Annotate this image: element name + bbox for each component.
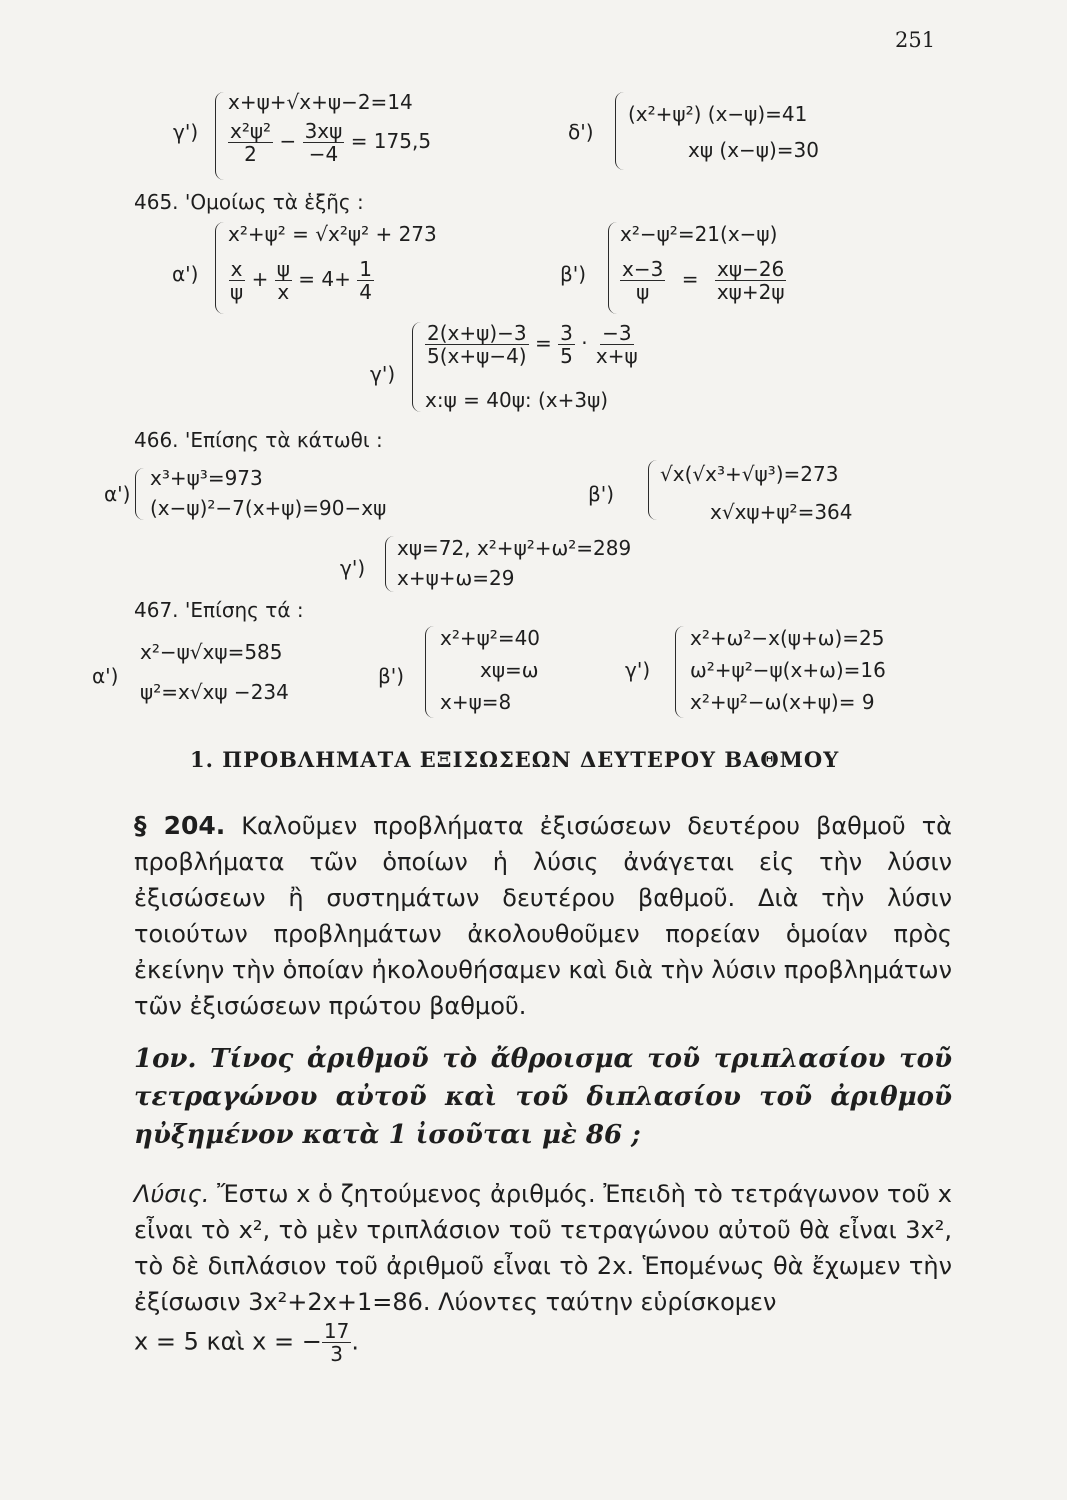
system-label: γ') [625,658,651,682]
system-label: α') [172,262,199,286]
brace-icon [215,92,224,180]
system-label: α') [104,482,131,506]
equation: x²+ψ²=40 [440,626,541,650]
system-label: α') [92,664,119,688]
brace-icon [425,626,434,718]
brace-icon [615,92,624,170]
paragraph-text: Καλοῦμεν προβλήματα ἐξισώσεων δευτέρου βαθμοῦ τὰ προβλήματα τῶν ὁποίων ἡ λύσις ἀνάγεται εἰς τὴν λύσιν ἐξισώσεων ἢ συστημάτων δευτέρου βαθμοῦ. Διὰ τὴν λύσιν τοιούτων προβλημάτων ἀκολουθοῦμεν πορείαν ὁμοίαν πρὸς ἐκείνην τὴν ὁποίαν ἠκολουθήσαμεν καὶ διὰ τὴν λύσιν προβλημάτων τῶν ἐξισώσεων πρώτου βαθμοῦ. [134,812,952,1020]
equation: x²+ψ²−ω(x+ψ)= 9 [690,690,875,714]
equation: x²−ψ√xψ=585 [140,640,283,664]
equation: √x(√x³+√ψ³)=273 [660,462,839,486]
equation: x:ψ = 40ψ: (x+3ψ) [425,388,609,412]
equation: x²−ψ²=21(x−ψ) [620,222,778,246]
equation: (x−ψ)²−7(x+ψ)=90−xψ [150,496,387,520]
equation: (x²+ψ²) (x−ψ)=41 [628,102,808,126]
system-label: γ') [370,362,396,386]
paragraph-marker: § 204. [134,811,226,840]
equation: $\frac{2(x+\psi)-3}{5(x+\psi-4)}$ = $\frac{3}{5}$ · $\frac{-3}{x+\psi}$ [427,321,638,368]
equation: ω²+ψ²−ψ(x+ω)=16 [690,658,886,682]
brace-icon [675,626,684,718]
equation: x+ψ+√x+ψ−2=14 [228,90,413,114]
equation: xψ=72, x²+ψ²+ω²=289 [397,536,632,560]
exercise-467-heading: 467. 'Επίσης τά : [134,598,304,622]
brace-icon [215,222,224,314]
brace-icon [608,222,617,314]
equation: x³+ψ³=973 [150,466,263,490]
system-label: β') [588,482,615,506]
system-label: γ') [340,556,366,580]
equation: $\frac{x}{\psi}$ + $\frac{\psi}{x}$ = 4+ $\frac{1}{4}$ [230,257,372,304]
solution-label: Λύσις. [134,1180,210,1208]
equation: x+ψ=8 [440,690,512,714]
equation: $\frac{x-3}{\psi}$ = $\frac{x\psi-26}{x\psi+2\psi}$ [622,257,785,304]
equation: $\frac{\text{x²ψ²}}{2}$ − $\frac{3x\psi}{-4}$ = 175,5 [230,119,432,166]
page-number: 251 [895,28,936,52]
system-label: γ') [173,120,199,144]
solution-final: x = 5 καὶ x = − $\frac{17}{3}$ . [134,1319,359,1366]
section-title: 1. ΠΡΟΒΛΗΜΑΤΑ ΕΞΙΣΩΣΕΩΝ ΔΕΥΤΕΡΟΥ ΒΑΘΜΟΥ [190,747,840,772]
equation: x²+ω²−x(ψ+ω)=25 [690,626,885,650]
solution-text: Ἔστω x ὁ ζητούμενος ἀριθμός. Ἐπειδὴ τὸ τετράγωνον τοῦ x εἶναι τὸ x², τὸ μὲν τριπλάσιον τοῦ τετραγώνου αὐτοῦ θὰ εἶναι 3x², τὸ δὲ διπλάσιον τοῦ ἀριθμοῦ εἶναι τὸ 2x. Ἑπομένως θὰ ἔχωμεν τὴν ἐξίσωσιν 3x²+2x+1=86. Λύοντες ταύτην εὑρίσκομεν [134,1180,952,1316]
paragraph-204 [134,808,952,1024]
equation: xψ=ω [480,658,539,682]
equation: x+ψ+ω=29 [397,566,515,590]
equation: xψ (x−ψ)=30 [688,138,819,162]
equation: x²+ψ² = √x²ψ² + 273 [228,222,437,246]
brace-icon [648,460,657,520]
equation: ψ²=x√xψ −234 [140,680,289,704]
exercise-466-heading: 466. 'Επίσης τὰ κάτωθι : [134,428,383,452]
system-label: β') [560,262,587,286]
problem-1: 1ον. Τίνος ἀριθμοῦ τὸ ἄθροισμα τοῦ τριπλασίου τοῦ τετραγώνου αὐτοῦ καὶ τοῦ διπλασίου τοῦ ἀριθμοῦ ηὐξημένον κατὰ 1 ἰσοῦται μὲ 86 ; [134,1044,952,1150]
brace-icon [412,322,421,412]
solution [134,1176,952,1320]
equation: x√xψ+ψ²=364 [710,500,853,524]
exercise-465-heading: 465. 'Ομοίως τὰ ἑξῆς : [134,190,364,214]
brace-icon [135,468,144,520]
brace-icon [385,536,394,592]
system-label: β') [378,664,405,688]
system-label: δ') [568,120,594,144]
